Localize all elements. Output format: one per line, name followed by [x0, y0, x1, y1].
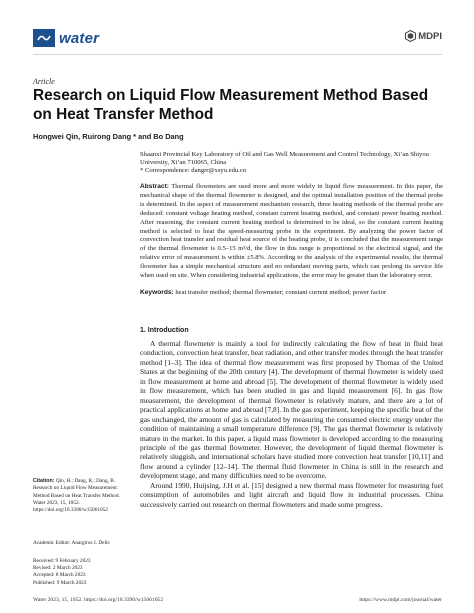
article-title: Research on Liquid Flow Measurement Method Based on Heat Transfer Method — [33, 87, 429, 123]
author-list: Hongwei Qin, Ruirong Dang * and Bo Dang — [33, 132, 184, 141]
paragraph: A thermal flowmeter is mainly a tool for indirectly calculating the flow of heat in fluid heat conduction, convection heat transfer, heat radiation, and other transfer modes through the heat transfer method [1–3]. The idea of thermal flow measurement was first proposed by Thomas of the United States at the beginning of the 20th century [4]. The development of thermal flowmeter is widely used in flow measurement at home and abroad [5]. The development of thermal flowmeter is widely used in flow measurement, which has been studied in gas and liquid measurement [6]. In gas flow measurement, the development of thermal flowmeter is relatively mature, and there are a lot of practical applications at home and abroad [7,8]. In the gas experiment, keeping the specific heat of the gas unchanged, the amount of gas is calculated by measuring the consumed electric energy under the condition of maintaining a small temperature difference [9]. The gas thermal flowmeter is relatively mature in the market. In this paper, a liquid mass flowmeter is developed according to the measuring principle of the gas thermal flowmeter. However, the development of liquid thermal flowmeter is relatively sluggish, and international scholars have studied more convection heat transfer [10,11] and flow around a cylinder [12–14]. The thermal fluid flowmeter in China is still in the research and development stage, and many difficulties need to be overcome. — [140, 339, 443, 481]
journal-name: water — [59, 29, 100, 47]
article-type: Article — [33, 77, 55, 86]
published-date: Published: 9 March 2023 — [33, 579, 87, 586]
publisher-logo[interactable] — [405, 30, 442, 42]
correspondence-email[interactable]: * Correspondence: dangrr@xsyu.edu.cn — [140, 167, 247, 174]
academic-editor: Academic Editor: Anargiros I. Delis — [33, 540, 110, 546]
accepted-date: Accepted: 8 March 2023 — [33, 572, 86, 579]
journal-logo — [33, 28, 99, 48]
keywords-text: heat transfer method; thermal flowmeter; constant current method; power factor — [175, 289, 387, 296]
paragraph: Around 1990, Huijsing, J.H et al. [15] designed a new thermal mass flowmeter for measuring fuel consumption of automobiles and light aircraft and liquid flow in industrial processes. China successively carried out research on thermal flowmeters and made some progress. — [140, 480, 443, 509]
affiliation: Shaanxi Provincial Key Laboratory of Oil and Gas Well Measurement and Control Technology, Xi’an Shiyou University, Xi’an 710065, China — [140, 151, 429, 166]
publisher-name: MDPI — [418, 30, 442, 42]
received-date: Received: 9 February 2023 — [33, 558, 91, 564]
abstract-text: Thermal flowmeters are used more and more widely in liquid flow measurement. In this paper, the mechanical shape of the thermal flowmeter is designed, and the optimal installation position of the thermal probe is determined. In the aspect of measurement mechanism research, three heating methods of the thermal probe are deduced: constant voltage heating method, constant current heating method, and constant power heating method. After reasoning, the constant current heating method is determined to be ideal, so the constant current heating method is selected to heat the speed-measuring probe in the experiment. By analyzing the power factor of convection heat transfer and residual heat source of the heating probe, it is concluded that the measurement range of the thermal flowmeter is 0.5–15 m³/d, the flow in this range is proportional to the electrical signal, and the relative error of measurement is within ±5.8%. According to the analysis of the experimental results, the thermal flowmeter has a simple mechanical structure and no redundant moving parts, which can prolong its service life when used on site. When considering industrial applications, the error may be greater than the laboratory error. — [140, 183, 443, 280]
mdpi-hexagon-icon — [405, 30, 416, 42]
introduction-body — [140, 339, 443, 509]
keywords — [140, 289, 443, 298]
citation-label: Citation: — [33, 478, 55, 484]
section-heading: 1. Introduction — [140, 327, 189, 334]
revised-date: Revised: 2 March 2023 — [33, 565, 83, 572]
publication-dates — [33, 558, 129, 587]
header-divider — [33, 54, 442, 55]
citation — [33, 478, 129, 515]
keywords-label: Keywords: — [140, 289, 174, 296]
water-drop-icon — [33, 29, 55, 47]
footer-journal-link[interactable]: https://www.mdpi.com/journal/water — [359, 597, 442, 603]
abstract-label: Abstract: — [140, 183, 169, 190]
abstract — [140, 183, 443, 281]
citation-text[interactable]: Qin, H.; Dang, R.; Dang, B. Research on Liquid Flow Measurement Method Based on Heat Transfer Method. Water 2023, 15, 1052. https://doi.org/10.3390/w15061052 — [33, 478, 120, 514]
footer-citation[interactable]: Water 2023, 15, 1052. https://doi.org/10.3390/w15061052 — [33, 597, 164, 603]
